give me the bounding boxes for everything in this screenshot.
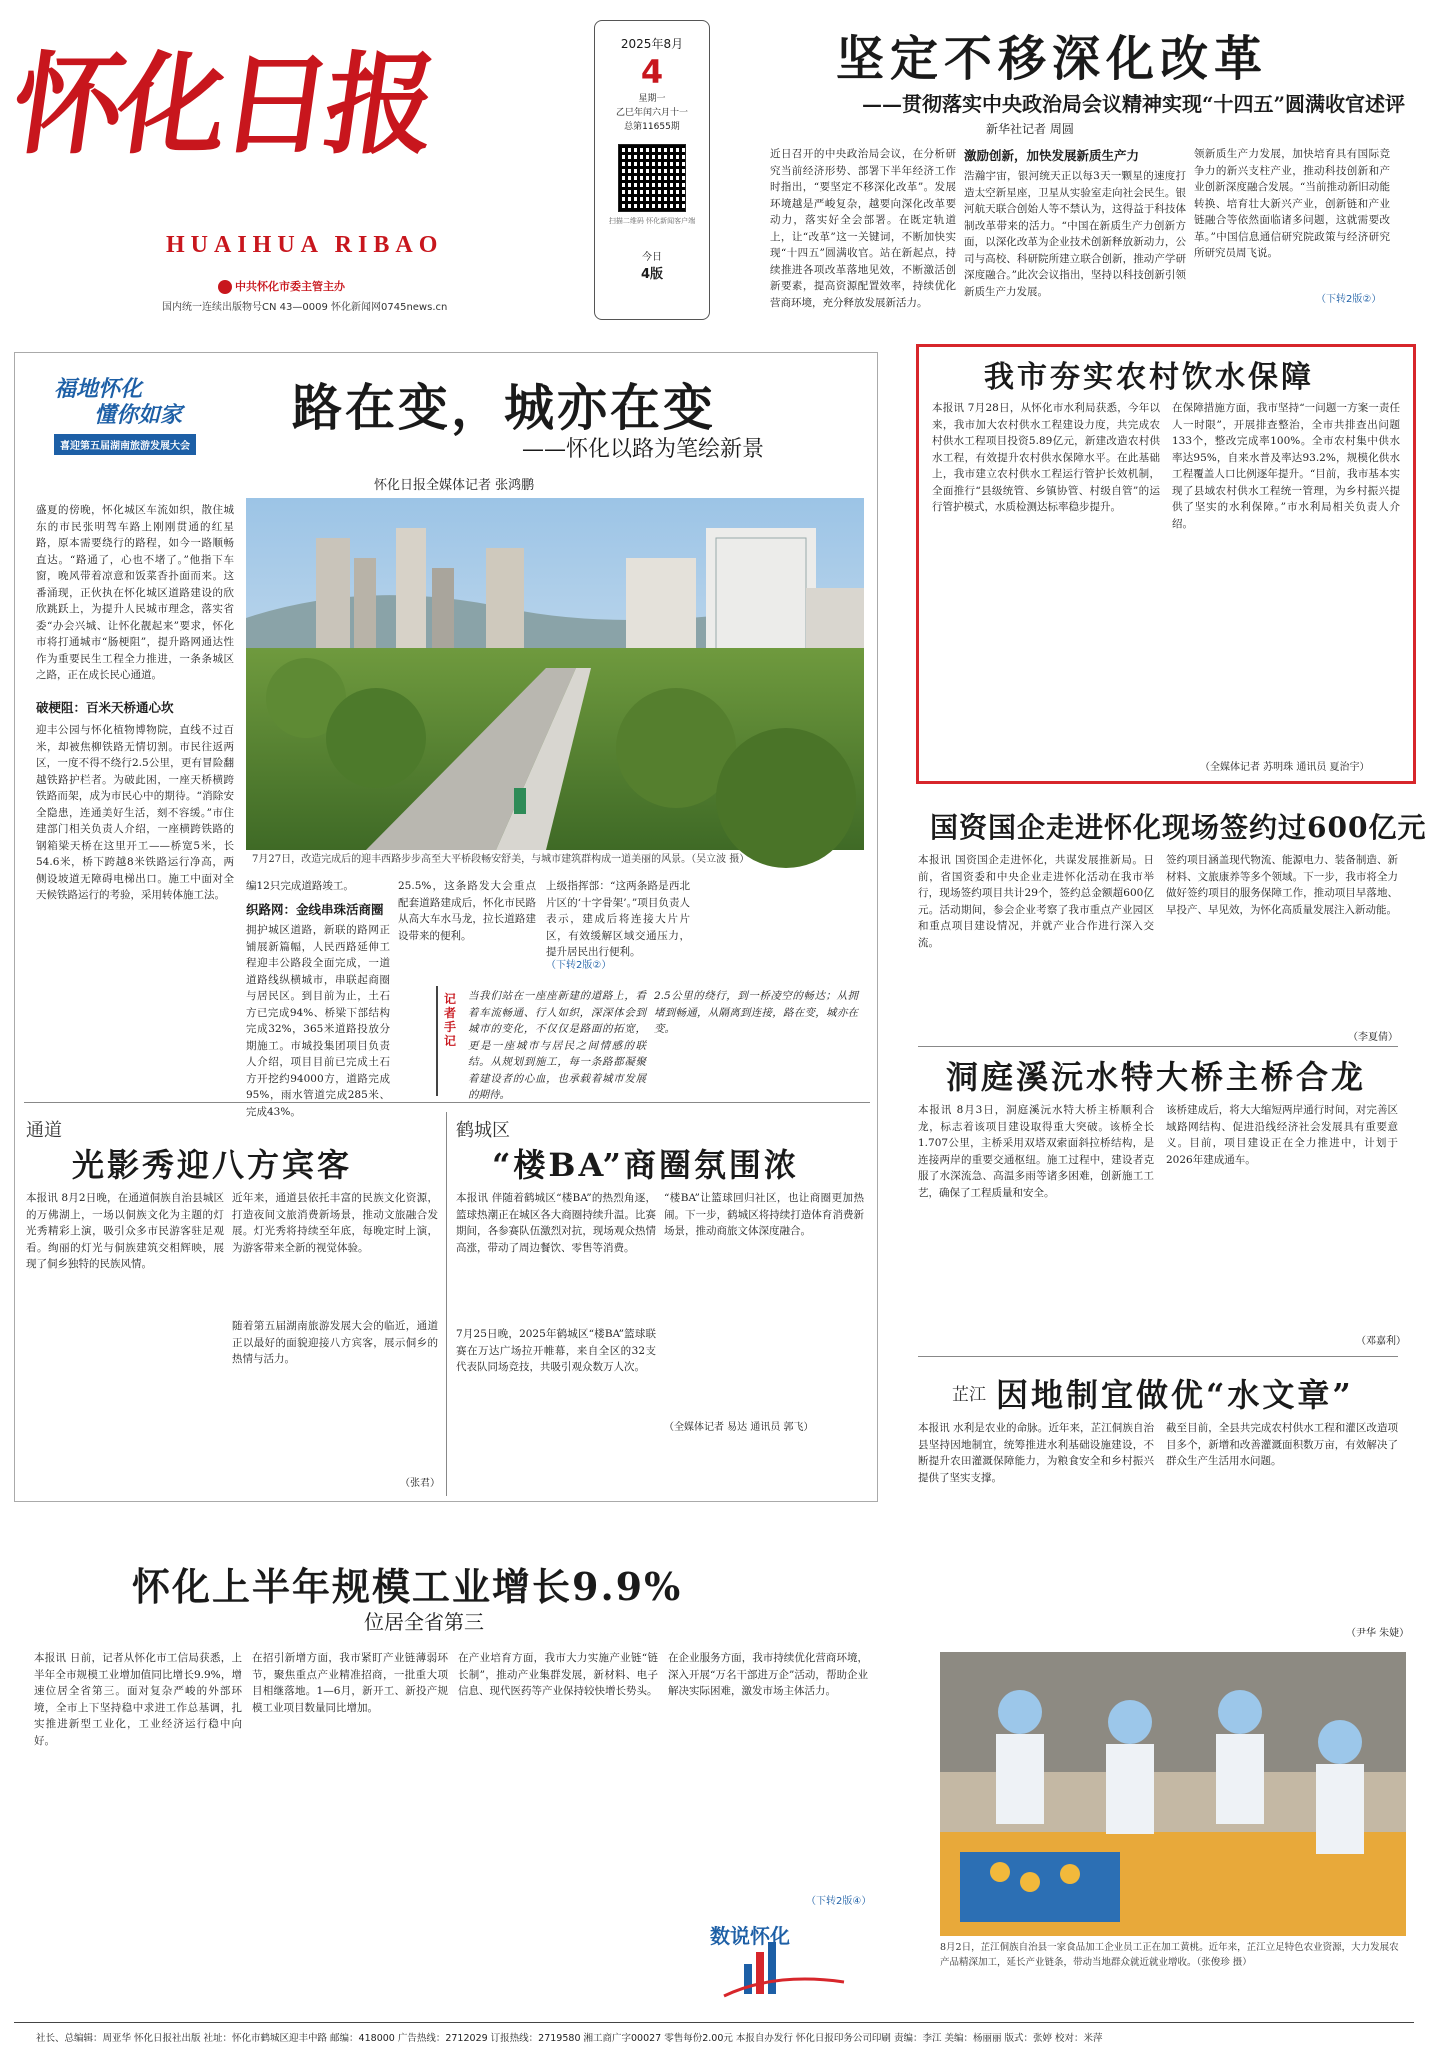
guangying-byline: （张君） — [400, 1478, 440, 1489]
lead-subheadline: ——贯彻落实中央政治局会议精神实现“十四五”圆满收官述评 — [862, 92, 1406, 116]
logo-tag: 喜迎第五届湖南旅游发展大会 — [54, 434, 196, 455]
industry-col-1: 本报讯 日前，记者从怀化市工信局获悉，上半年全市规模工业增加值同比增长9.9%，增速位居全省第三。面对复杂严峻的外部环境，全市上下坚持稳中求进工作总基调，扎实推进新型工业化，工业经济运行稳中向好。 — [34, 1652, 242, 1747]
commentary-col-2: 2.5公里的绕行，到一桥凌空的畅达；从拥堵到畅通，从隔离到连接，路在变，城亦在变。 — [654, 990, 858, 1035]
date-box — [594, 20, 710, 320]
commentary-divider — [436, 986, 438, 1096]
city-road-photo — [246, 498, 864, 850]
feature-rule — [24, 1102, 870, 1103]
commentary-label: 记者手记 — [444, 992, 457, 1048]
feature-col-2-text: 拥护城区道路，新联的路网正铺展新篇幅，人民西路延伸工程迎丰公路段全面完成，一道道路线纵横城市，串联起商圈与居民区。到目前为止，土石方已完成94%、桥梁下部结构完成32%，365米道路投放分期施工。市城投集团项目负责人介绍，项目目前已完成土石方开挖约94000方，道路完成95%，雨水管道完成285米、完成43%。 — [246, 924, 390, 1118]
feature-byline: 怀化日报全媒体记者 张鸿鹏 — [374, 478, 535, 493]
industry-continue-link[interactable]: （下转2版④） — [806, 1896, 872, 1907]
shuiwen-tag: 芷江 — [952, 1385, 986, 1405]
shuiwen-col-2: 截至目前，全县共完成农村供水工程和灌区改造项目多个，新增和改善灌溉面积数万亩，有效解决了群众生产生活用水问题。 — [1166, 1422, 1398, 1467]
feature-col-2-top: 编12只完成道路竣工。 — [246, 880, 354, 892]
feature-col-1 — [36, 502, 234, 1096]
commentary-col-1: 当我们站在一座座新建的道路上，看着车流畅通、行人如织，深深体会到城市的变化，不仅仅是路面的拓宽，更是一座城市与居民之间情感的联结。从规划到施工，每一条路都凝聚着建设者的心血，也承载着城市发展的期待。 — [468, 990, 646, 1101]
lanqiu-tag: 鹤城区 — [456, 1120, 510, 1141]
feature-col-4 — [546, 878, 690, 978]
sponsor: 中共怀化市委主管主办 — [218, 278, 345, 294]
water-col-2: 在保障措施方面，我市坚持“一问题一方案一责任人一时限”，开展排查整治，全市共排查出问题133个，整改完成率100%。全市农村集中供水率达95%，自来水普及率达93.2%，规模化供水工程覆盖人口比例逐年提升。“目前，我市基本实现了县域农村供水工程统一管理，为乡村振兴提供了坚实的水利保障。”市水利局相关负责人介绍。 — [1172, 402, 1400, 530]
shuiwen-byline: （尹华 朱婕） — [1346, 1628, 1410, 1639]
lanqiu-headline[interactable]: “楼BA”商圈氛围浓 — [492, 1146, 799, 1184]
publication-info: 国内统一连续出版物号CN 43—0009 怀化新闻网0745news.cn — [162, 302, 448, 313]
factory-photo-caption: 8月2日，芷江侗族自治县一家食品加工企业员工正在加工黄桃。近年来，芷江立足特色农业资源，大力发展农产品精深加工，延长产业链条，带动当地群众就近就业增收。（张俊珍 摄） — [940, 1942, 1399, 1968]
soe-headline[interactable]: 国资国企走进怀化现场签约过600亿元 — [930, 811, 1427, 844]
soe-col-2: 签约项目涵盖现代物流、能源电力、装备制造、新材料、文旅康养等多个领域。下一步，我市将全力做好签约项目的服务保障工作，推动项目早落地、早投产、早见效，为怀化高质量发展注入新动能。 — [1166, 854, 1398, 916]
feature-subhead-2: 织路网：金线串珠活商圈 — [246, 902, 384, 917]
tourism-logo — [54, 376, 250, 456]
qr-code-icon[interactable] — [618, 144, 686, 212]
guangying-headline[interactable]: 光影秀迎八方宾客 — [72, 1146, 353, 1184]
lanqiu-col-2: 7月25日晚，2025年鹤城区“楼BA”篮球联赛在万达广场拉开帷幕，来自全区的32支代表队同场竞技，共吸引观众数万人次。 — [456, 1328, 656, 1373]
water-headline[interactable]: 我市夯实农村饮水保障 — [984, 360, 1314, 395]
qr-caption: 扫描二维码 怀化新闻客户端 — [608, 217, 696, 225]
date-issue: 总第11655期 — [624, 122, 680, 132]
lanqiu-col-3: “楼BA”让篮球回归社区，也让商圈更加热闹。下一步，鹤城区将持续打造体育消费新场景，推动商旅文体深度融合。 — [664, 1192, 864, 1237]
date-year-month: 2025年8月 — [620, 37, 684, 51]
guangying-tag: 通道 — [26, 1120, 62, 1141]
lead-col-3: 领新质生产力发展，加快培育具有国际竞争力的新兴支柱产业，推动科技创新和产业创新深度融合发展。“当前推动新旧动能转换、培育壮大新兴产业，创新链和产业链融合等依然面临诸多问题，这就需要改革。”中国信息通信研究院政策与经济研究所研究员周飞说。 — [1194, 148, 1390, 259]
party-emblem-icon — [218, 280, 232, 294]
lead-subhead: 激励创新，加快发展新质生产力 — [964, 148, 1140, 163]
feature-photo — [246, 498, 864, 850]
feature-continue-link[interactable]: （下转2版②） — [546, 960, 612, 971]
lead-continue-link[interactable]: （下转2版②） — [1316, 294, 1382, 305]
lead-col-2 — [964, 146, 1186, 306]
guangying-col-2: 近年来，通道县依托丰富的民族文化资源，打造夜间文旅消费新场景，推动文旅融合发展。灯光秀将持续至年底，每晚定时上演，为游客带来全新的视觉体验。 — [232, 1192, 438, 1254]
bridge-col-2: 该桥建成后，将大大缩短两岸通行时间，对完善区域路网结构、促进沿线经济社会发展具有重要意义。目前，项目建设正在全力推进中，计划于2026年建成通车。 — [1166, 1104, 1398, 1166]
guangying-col-1: 本报讯 8月2日晚，在通道侗族自治县城区的万佛湖上，一场以侗族文化为主题的灯光秀精彩上演，吸引众多市民游客驻足观看。绚丽的灯光与侗族建筑交相辉映，展现了侗乡独特的民族风情。 — [26, 1192, 224, 1270]
feature-col-3: 25.5%，这条路发大会重点配套道路建成后，怀化市民路从高大车水马龙，拉长道路建设带来的便利。 — [398, 880, 536, 942]
data-talk-label: 数说怀化 — [710, 1924, 790, 1948]
lanqiu-byline: （全媒体记者 易达 通讯员 郭飞） — [664, 1422, 814, 1433]
masthead-pinyin: HUAIHUA RIBAO — [166, 232, 444, 258]
shuiwen-headline[interactable]: 因地制宜做优“水文章” — [996, 1376, 1354, 1414]
masthead-title: 怀化日报 — [5, 40, 440, 169]
soe-byline: （李夏倩） — [1348, 1032, 1398, 1043]
page-count: 4版 — [640, 267, 664, 282]
lanqiu-col-1: 本报讯 伴随着鹤城区“楼BA”的热烈角逐，篮球热潮正在城区各大商圈持续升温。比赛期间，各参赛队伍激烈对抗，现场观众热情高涨，带动了周边餐饮、零售等消费。 — [456, 1192, 656, 1254]
industry-headline[interactable]: 怀化上半年规模工业增长9.9% — [132, 1564, 683, 1609]
bridge-headline[interactable]: 洞庭溪沅水特大桥主桥合龙 — [946, 1058, 1367, 1096]
factory-photo — [940, 1652, 1406, 1936]
date-day: 4 — [640, 53, 664, 91]
data-talk-badge — [704, 1912, 854, 2002]
today-label: 今日 — [642, 252, 662, 263]
feature-col-1b-text: 迎丰公园与怀化植物博物院，直线不过百米，却被焦柳铁路无情切割。市民往返两区，一度不得不绕行2.5公里，更有冒险翻越铁路护栏者。为破此困，一座天桥横跨铁路而架，成为市民心中的期待。“消除安全隐患，连通美好生活，刻不容缓。”市住建部门相关负责人介绍，一座横跨铁路的钢箱梁天桥在这里开工——桥宽5米，长54.6米，桥下跨越8米铁路运行净高，两侧设坡道无障碍电梯出口。施工中面对全天候铁路运行的考验，采用转体施工法。 — [36, 724, 234, 901]
industry-col-4: 在企业服务方面，我市持续优化营商环境，深入开展“万名干部进万企”活动，帮助企业解决实际困难，激发市场主体活力。 — [668, 1652, 868, 1697]
footer-rule — [14, 2022, 1414, 2023]
lead-headline[interactable]: 坚定不移深化改革 — [836, 31, 1269, 87]
feature-col-4-text: 上级指挥部：“这两条路是西北片区的‘十字骨架’。”项目负责人表示，建成后将连接大片片区，有效缓解区域交通压力，提升居民出行便利。 — [546, 880, 690, 958]
feature-headline[interactable]: 路在变，城亦在变 — [292, 378, 716, 437]
industry-subheadline: 位居全省第三 — [364, 1610, 484, 1634]
feature-subheadline: ——怀化以路为笔绘新景 — [522, 437, 765, 462]
bridge-col-1: 本报讯 8月3日，洞庭溪沅水特大桥主桥顺利合龙，标志着该项目建设取得重大突破。该桥全长1.707公里，主桥采用双塔双索面斜拉桥结构，是连接两岸的重要交通枢纽。施工过程中，建设者克服了水深流急、高温多雨等诸多困难，创新施工工艺，确保了工程质量和安全。 — [918, 1104, 1154, 1199]
feature-photo-caption: 7月27日，改造完成后的迎丰西路步步高至大平桥段畅安舒美，与城市建筑群构成一道美丽的风景。（吴立波 摄） — [252, 854, 750, 865]
industry-col-3: 在产业培育方面，我市大力实施产业链“链长制”，推动产业集群发展，新材料、电子信息、现代医药等产业保持较快增长势头。 — [458, 1652, 658, 1697]
lead-col-2-text: 浩瀚宇宙，银河统天正以每3天一颗星的速度打造太空新星座，卫星从实验室走向社会民生。银河航天联合创始人等不禁认为，这得益于科技体制改革带来的活力。“中国在新质生产力创新方面，以深化改革为企业技术创新释放新动力，公司与高校、科研院所建立联合创新，推动产学研深度融合。”此次会议指出，坚持以科技创新引领新质生产力发展。 — [964, 170, 1186, 298]
industry-col-2: 在招引新增方面，我市紧盯产业链薄弱环节，聚焦重点产业精准招商，一批重大项目相继落地。1—6月，新开工、新投产规模工业项目数量同比增加。 — [252, 1652, 448, 1714]
date-lunar: 乙巳年闰六月十一 — [615, 108, 688, 118]
water-col-1: 本报讯 7月28日，从怀化市水利局获悉，今年以来，我市加大农村供水工程建设力度，共完成农村供水工程项目投资5.89亿元，新建改造农村供水工程，有效提升农村供水保障水平。在此基础上，我市建立农村供水工程运行管护长效机制，全面推行“县级统管、乡镇协管、村级自管”的运行管护模式，水质检测达标率稳步提升。 — [932, 402, 1160, 513]
feature-col-2 — [246, 900, 390, 1118]
column-divider — [446, 1112, 447, 1496]
feature-col-1-text: 盛夏的傍晚，怀化城区车流如织，散住城东的市民张明驾车路上刚刚贯通的红星路，原本需要绕行的路程，如今一路顺畅直达。“路通了，心也不堵了。”他指下车窗，晚风带着凉意和饭菜香扑面而来。这番涌现，正伙执在怀化城区道路建设的欣欣跳跃上，为提升人民城市理念，落实省委“办会兴城、让怀化靓起来”要求，怀化市将打通城市“肠梗阻”，提升路网通达性作为重要民生工程全力推进，一条条城区之路，正在成长民心通道。 — [36, 504, 234, 681]
divider — [918, 1046, 1398, 1047]
logo-line-1: 福地怀化 — [54, 376, 143, 402]
footer-info: 社长、总编辑：周亚华 怀化日报社出版 社址：怀化市鹤城区迎丰中路 邮编：418000 广告热线：2712029 订报热线：2719580 湘工商广字00027 零售每份2.00元 本报自办发行 怀化日报印务公司印刷 责编：李江 美编：杨丽丽 版式：张婷 校对：米萍 — [36, 2033, 1103, 2044]
feature-subhead-1: 破梗阻：百米天桥通心坎 — [36, 700, 174, 715]
logo-line-2: 懂你如家 — [94, 402, 183, 428]
water-byline: （全媒体记者 苏明珠 通讯员 夏治宇） — [1200, 762, 1370, 773]
lead-col-1: 近日召开的中央政治局会议，在分析研究当前经济形势、部署下半年经济工作时指出，“要坚定不移深化改革”。发展环境越是严峻复杂，越要向深化改革要动力，落实好全会部署。在既定轨道上，让“改革”这一关键词，不断加快实现“十四五”圆满收官。站在新起点，持续推进各项改革落地见效，不断激活创新要素，提高资源配置效率，持续优化营商环境，充分释放发展新活力。 — [770, 148, 956, 309]
bridge-byline: （邓嘉利） — [1356, 1336, 1406, 1347]
guangying-col-3: 随着第五届湖南旅游发展大会的临近，通道正以最好的面貌迎接八方宾客，展示侗乡的热情与活力。 — [232, 1320, 438, 1365]
divider — [918, 1356, 1398, 1357]
shuiwen-col-1: 本报讯 水利是农业的命脉。近年来，芷江侗族自治县坚持因地制宜，统筹推进水利基础设施建设，不断提升农田灌溉保障能力，为粮食安全和乡村振兴提供了坚实支撑。 — [918, 1422, 1154, 1484]
workers-photo — [940, 1652, 1406, 1936]
date-weekday: 星期一 — [638, 94, 666, 104]
lead-byline: 新华社记者 周圆 — [986, 122, 1074, 136]
soe-col-1: 本报讯 国资国企走进怀化，共谋发展推新局。日前，省国资委和中央企业走进怀化活动在我市举行，现场签约项目共计29个，签约总金额超600亿元。活动期间，参会企业考察了我市重点产业园区和重点项目建设情况，并就产业合作进行深入交流。 — [918, 854, 1154, 949]
